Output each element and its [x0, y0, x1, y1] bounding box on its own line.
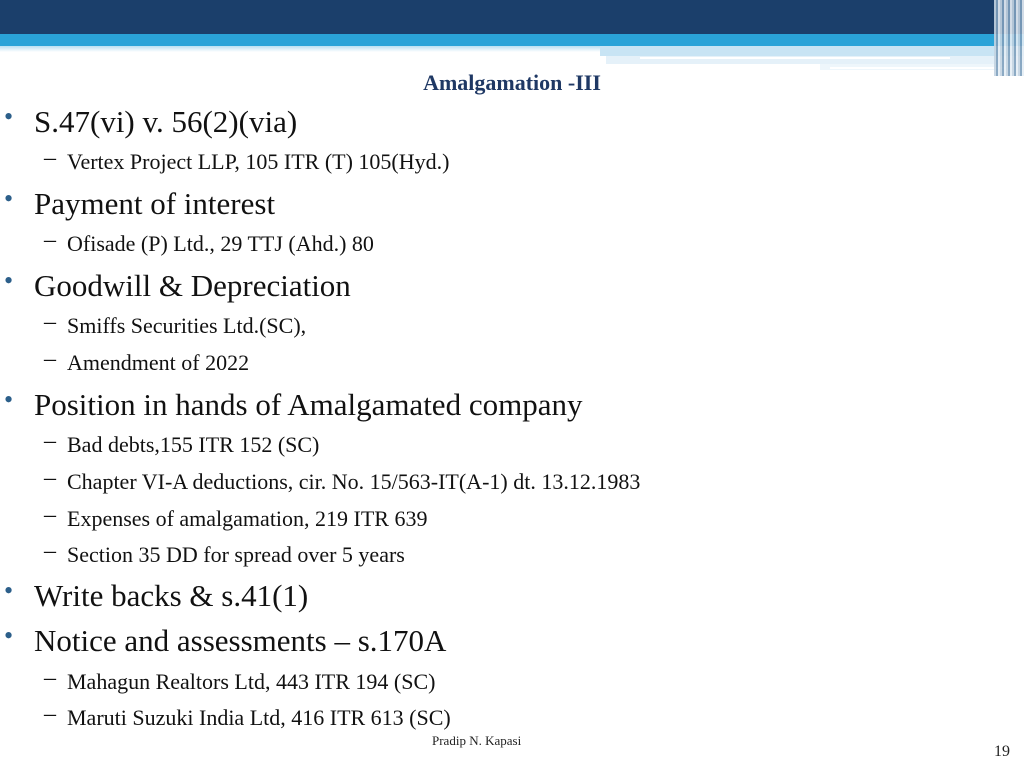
- bullet-dot-icon: •: [4, 576, 14, 605]
- footer-author: Pradip N. Kapasi: [432, 733, 522, 748]
- sub-bullet-text: Ofisade (P) Ltd., 29 TTJ (Ahd.) 80: [67, 231, 374, 256]
- dash-icon: –: [44, 145, 56, 171]
- header-accent-bar: [0, 34, 1024, 46]
- sub-bullet-text: Expenses of amalgamation, 219 ITR 639: [67, 506, 428, 531]
- dash-icon: –: [44, 465, 56, 491]
- dash-icon: –: [44, 309, 56, 335]
- sub-bullet-text: Maruti Suzuki India Ltd, 416 ITR 613 (SC): [67, 705, 451, 730]
- sub-bullet-text: Bad debts,155 ITR 152 (SC): [67, 432, 320, 457]
- dash-icon: –: [44, 428, 56, 454]
- bullet-text: Payment of interest: [34, 186, 276, 221]
- bullet-dot-icon: •: [4, 385, 14, 414]
- sub-bullet-text: Mahagun Realtors Ltd, 443 ITR 194 (SC): [67, 669, 436, 694]
- sub-bullet-text: Amendment of 2022: [67, 350, 250, 375]
- bullet-text: Goodwill & Depreciation: [34, 268, 351, 303]
- dash-icon: –: [44, 701, 56, 727]
- bullet-text: S.47(vi) v. 56(2)(via): [34, 104, 298, 139]
- bullet-text: Write backs & s.41(1): [34, 578, 309, 613]
- header-stripes: [994, 0, 1024, 76]
- dash-icon: –: [44, 346, 56, 372]
- dash-icon: –: [44, 502, 56, 528]
- header-line-2: [830, 67, 1005, 69]
- bullet-dot-icon: •: [4, 102, 14, 131]
- bullet-dot-icon: •: [4, 266, 14, 295]
- sub-bullet-text: Section 35 DD for spread over 5 years: [67, 542, 405, 567]
- sub-bullet-text: Vertex Project LLP, 105 ITR (T) 105(Hyd.): [67, 149, 450, 174]
- dash-icon: –: [44, 227, 56, 253]
- page-number: 19: [994, 743, 1010, 760]
- slide-header-band: [0, 0, 1024, 80]
- header-line-1: [640, 57, 950, 59]
- bullet-dot-icon: •: [4, 184, 14, 213]
- header-dark-bar: [0, 0, 1024, 34]
- bullet-text: Position in hands of Amalgamated company: [34, 387, 583, 422]
- header-step-1: [600, 46, 1024, 56]
- bullet-dot-icon: •: [4, 621, 14, 650]
- dash-icon: –: [44, 665, 56, 691]
- sub-bullet-text: Smiffs Securities Ltd.(SC),: [67, 313, 307, 338]
- bullet-text: Notice and assessments – s.170A: [34, 623, 447, 658]
- slide-title: Amalgamation -III: [423, 70, 601, 95]
- sub-bullet-text: Chapter VI-A deductions, cir. No. 15/563-IT(A-1) dt. 13.12.1983: [67, 469, 641, 494]
- dash-icon: –: [44, 538, 56, 564]
